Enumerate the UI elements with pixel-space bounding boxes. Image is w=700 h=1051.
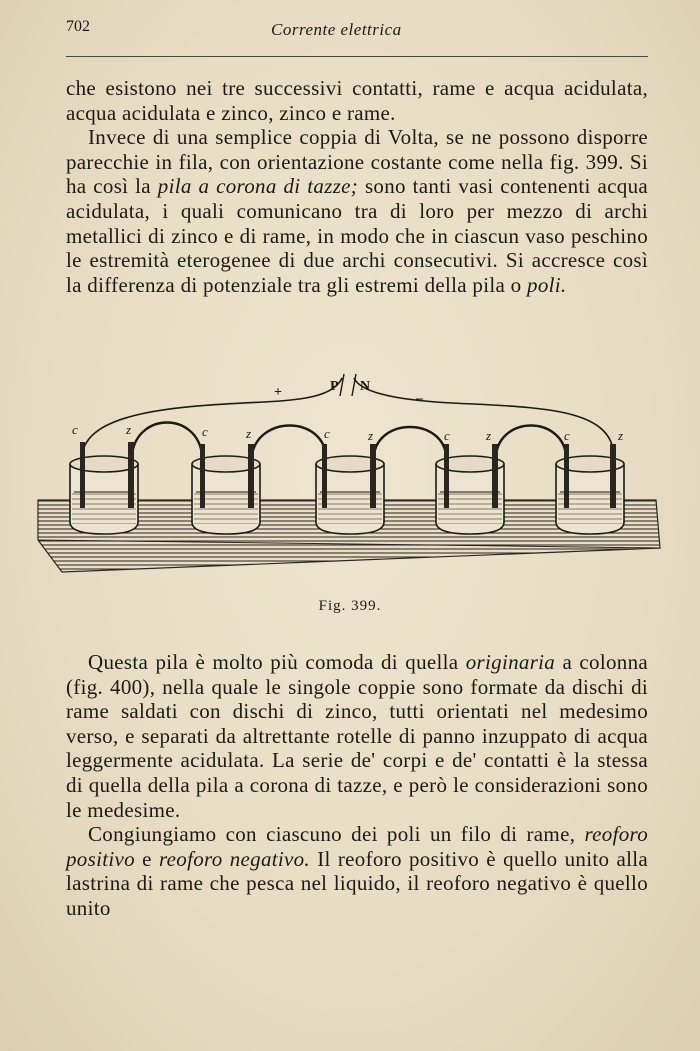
label-z-1: z xyxy=(126,422,132,437)
running-head: Corrente elettrica xyxy=(271,20,402,39)
label-c-3: c xyxy=(324,426,330,441)
minus-label: – xyxy=(416,391,423,406)
label-z-5: z xyxy=(618,428,624,443)
top-text xyxy=(66,76,648,297)
header-rule xyxy=(66,56,648,57)
paragraph-1: che esistono nei tre successivi contatti, rame e acqua acidulata, acqua acidulata e zinco, zinco e rame. xyxy=(66,76,648,125)
page-number: 702 xyxy=(66,18,90,35)
label-z-3: z xyxy=(368,428,374,443)
term-originaria: originaria xyxy=(465,650,556,674)
label-z-2: z xyxy=(246,426,252,441)
pole-leads xyxy=(82,374,614,456)
figure-caption: Fig. 399. xyxy=(318,598,382,614)
plus-label: + xyxy=(274,385,282,400)
label-c-5: c xyxy=(564,428,570,443)
label-c-1: c xyxy=(72,422,78,437)
paragraph-4: Congiungiamo con ciascuno dei poli un filo di rame, reoforo positivo e reoforo negativo. Il reoforo positivo è quello unito alla lastrina di rame che pesca nel liquido, il reoforo negativo è quello unito xyxy=(66,822,649,920)
jar-4 xyxy=(436,444,504,534)
figure-399 xyxy=(34,372,664,587)
page-header xyxy=(66,18,646,46)
label-z-4: z xyxy=(486,428,492,443)
jar-2 xyxy=(192,444,260,534)
paragraph-3: Questa pila è molto più comoda di quella originaria a colonna (fig. 400), nella quale le singole coppie sono formate da dischi di rame saldati con dischi di zinco, tutti orientati nel medesimo verso, e separati da altrettante rotelle di panno inzuppato di acqua leggermente acidulata. La serie de' corpi e de' contatti è la stessa di quella della pila a corona di tazze, e però le considerazioni sono le medesime. xyxy=(66,650,648,822)
term-pila-a-corona: pila a corona di tazze; xyxy=(157,174,359,199)
jar-3 xyxy=(316,444,384,534)
jar-1 xyxy=(70,442,138,534)
label-c-4: c xyxy=(444,428,450,443)
metal-arches xyxy=(132,423,566,455)
term-reoforo-positivo: reoforo positivo xyxy=(66,822,648,871)
bottom-text xyxy=(66,650,648,921)
term-reoforo-negativo: reoforo negativo. xyxy=(158,846,310,871)
label-c-2: c xyxy=(202,424,208,439)
jar-5 xyxy=(556,444,624,534)
pila-illustration xyxy=(34,372,664,587)
paragraph-2: Invece di una semplice coppia di Volta, se ne possono disporre parecchie in fila, con orientazione costante come nella fig. 399. Si ha così la pila a corona di tazze; sono tanti vasi contenenti acqua acidulata, i quali comunicano tra di loro per mezzo di archi metallici di zinco e di rame, in modo che in ciascun vaso peschino le estremità eterogenee di due archi consecutivi. Si accresce così la differenza di potenziale tra gli estremi della pila o poli. xyxy=(66,125,648,297)
pole-p-label: P xyxy=(330,379,339,394)
pole-n-label: N xyxy=(360,379,371,394)
term-poli: poli. xyxy=(527,272,567,297)
